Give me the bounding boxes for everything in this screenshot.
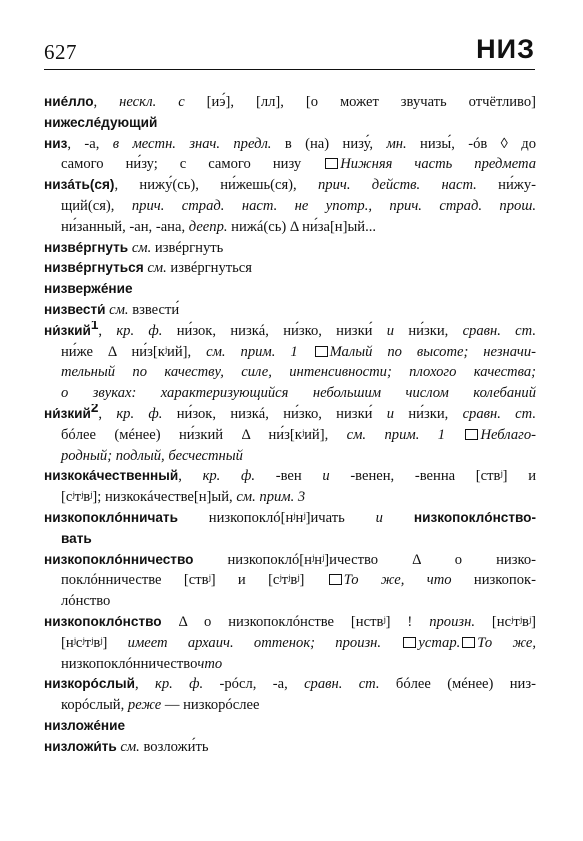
grammar-note: Нижняя часть предмета <box>340 156 536 173</box>
headword: низвéргнуть <box>44 239 129 255</box>
entry-text: , <box>178 468 203 485</box>
definition-square-icon <box>325 158 338 169</box>
entry-text <box>381 635 401 651</box>
definition-square-icon <box>462 637 475 648</box>
grammar-note: см. <box>147 260 167 277</box>
grammar-note: и <box>386 322 395 339</box>
headword: низложи́ть <box>44 738 117 754</box>
entry-text: бóлее (мéнее) низ- <box>379 676 536 693</box>
entry-line <box>44 695 536 716</box>
entry-text: корóслый, <box>61 697 128 714</box>
entry-line <box>44 633 536 654</box>
entry-line <box>44 217 536 238</box>
headword: низвéргнуться <box>44 260 144 276</box>
entry-line <box>44 321 536 342</box>
headword: низкорóслый <box>44 676 136 692</box>
headword: низкопоклóнничать <box>44 509 178 525</box>
entry-line <box>44 716 536 737</box>
entry-line <box>44 508 536 529</box>
entry-text <box>445 427 463 443</box>
entry-text: ни́занный, -ан, -ана, <box>61 218 189 235</box>
grammar-note: прич. страд. наст. не употр., прич. страд. прош. <box>131 197 536 214</box>
headword: низáть(ся) <box>44 177 115 193</box>
entry-text: низкопоклó[нʲнʲ]ичество Δ о низко- <box>193 551 536 568</box>
entry-line <box>44 529 536 550</box>
grammar-note: см. <box>131 239 152 256</box>
grammar-note: Неблаго- <box>480 426 536 443</box>
grammar-note: сравн. ст. <box>462 405 536 422</box>
grammar-note: тельный по качеству, силе, интенсивности; плохого качества; <box>61 364 536 381</box>
entry-line <box>44 300 536 321</box>
entry-text: низкопоклó[нʲнʲ]ичать <box>177 509 376 526</box>
entry-text: самого ни́зу; с самого низу <box>61 156 324 173</box>
entry-line <box>44 92 536 113</box>
grammar-note: сравн. ст. <box>462 322 536 339</box>
entry-text: извéргнуть <box>151 239 224 256</box>
grammar-note: см. прим. 3 <box>236 489 306 506</box>
entry-line <box>44 134 536 155</box>
grammar-note: кр. ф. <box>116 405 163 422</box>
grammar-note: нескл. с <box>119 94 185 110</box>
headword: низ <box>44 135 68 151</box>
entry-text: [иэ́], [лл], [о может звучать отчётливо] <box>184 94 536 110</box>
entry-text: , -а, <box>67 135 113 152</box>
headword: низкопоклóнство- <box>382 509 536 525</box>
grammar-note: о звуках: характеризующийся небольшим числом колебаний <box>61 385 536 402</box>
entry-text: , <box>93 94 120 110</box>
entry-text <box>298 344 313 360</box>
entry-text: извéргнуться <box>166 260 252 277</box>
entry-text: в (на) низу́, <box>271 135 387 152</box>
entry-text: ни́жу- <box>476 177 536 194</box>
entry-line <box>44 654 536 675</box>
headword: низкопоклóнство <box>44 613 162 629</box>
definition-square-icon <box>315 346 328 357</box>
entry-line <box>44 446 536 467</box>
entry-text: бóлее (мéнее) ни́зкий Δ ни́з[кʲий], <box>61 426 347 443</box>
grammar-note: То же, <box>477 634 536 651</box>
entry-line <box>44 425 536 446</box>
entry-text: нижá(сь) Δ ни́за[н]ый... <box>227 218 377 235</box>
headword: низвести́ <box>44 301 106 317</box>
entry-text: -рóсл, -а, <box>203 676 305 693</box>
grammar-note: реже <box>127 697 162 714</box>
grammar-note: см. <box>120 738 140 755</box>
entry-text: -венен, -венна [ствʲ] и <box>329 468 536 485</box>
definition-square-icon <box>403 637 416 648</box>
definition-square-icon <box>329 574 342 585</box>
entry-line <box>44 570 536 591</box>
grammar-note: произн. <box>429 613 475 630</box>
entry-text: — низкорóслее <box>161 697 260 714</box>
grammar-note: прич. действ. наст. <box>317 177 477 194</box>
running-head: НИЗ <box>476 34 535 64</box>
headword: низкопоклóнничество <box>44 551 194 567</box>
grammar-note: и <box>375 509 383 526</box>
header-rule <box>44 69 535 70</box>
entry-line <box>44 113 536 134</box>
headword: ниéлло <box>44 94 94 109</box>
entry-line <box>44 258 536 279</box>
entry-line <box>44 466 536 487</box>
grammar-note: кр. ф. <box>116 322 163 339</box>
entry-line <box>44 612 536 633</box>
grammar-note: в местн. знач. предл. <box>112 135 272 152</box>
grammar-note: деепр. <box>188 218 228 235</box>
entry-text: щий(ся), <box>61 197 132 214</box>
entry-line <box>44 279 536 300</box>
entry-text: -вен <box>255 468 323 485</box>
headword: низвержéние <box>44 281 133 297</box>
headword: ни́зкий <box>44 405 91 421</box>
entry-text: [нсʲтʲвʲ] <box>474 613 536 630</box>
entry-line <box>44 342 536 363</box>
grammar-note: см. прим. 1 <box>346 426 446 443</box>
entry-text: ни́зок, низкá, ни́зко, низки́ <box>162 405 387 422</box>
entry-text: , <box>135 676 156 693</box>
entry-line <box>44 362 536 383</box>
entry-line <box>44 550 536 571</box>
grammar-note: кр. ф. <box>155 676 204 693</box>
dictionary-entries <box>44 92 536 758</box>
grammar-note: мн. <box>386 135 407 152</box>
entry-line <box>44 674 536 695</box>
headword: вать <box>61 530 92 546</box>
homonym-index: 1 <box>90 320 99 332</box>
grammar-note: имеет архаич. оттенок; произн. <box>127 634 382 651</box>
grammar-note: см. <box>109 301 129 318</box>
entry-text: низкопок- <box>451 572 536 589</box>
grammar-note: см. прим. 1 <box>206 343 298 360</box>
entry-line <box>44 383 536 404</box>
entry-line <box>44 737 536 758</box>
entry-text: ни́зок, низкá, ни́зко, низки́ <box>162 322 387 339</box>
entry-line <box>44 487 536 508</box>
homonym-index: 2 <box>90 403 99 416</box>
entry-text: ни́зки, <box>394 405 463 422</box>
entry-text: Δ о низкопоклóнстве [нствʲ] ! <box>161 613 430 630</box>
grammar-note: родный; подлый, бесчестный <box>61 447 243 464</box>
entry-text: ни́же Δ ни́з[кʲий], <box>61 343 207 360</box>
entry-line <box>44 196 536 217</box>
grammar-note: что <box>197 655 223 672</box>
entry-text: , <box>98 322 117 339</box>
headword: ни́зкий <box>44 322 91 338</box>
headword: низложéние <box>44 717 126 733</box>
entry-text: [сʲтʲвʲ]; низкокáчестве[н]ый, <box>61 489 237 506</box>
entry-line <box>44 404 536 425</box>
grammar-note: Малый по высоте; незначи- <box>329 343 536 360</box>
grammar-note: и <box>322 468 330 485</box>
grammar-note: сравн. ст. <box>304 676 380 693</box>
entry-text: лóнство <box>61 593 111 610</box>
grammar-note: То же, что <box>343 572 452 589</box>
entry-text: , нижу́(сь), ни́жешь(ся), <box>114 177 318 194</box>
grammar-note: кр. ф. <box>202 468 256 485</box>
entry-text: [нʲсʲтʲвʲ] <box>61 634 128 651</box>
entry-text: низкопоклóнничество <box>61 655 198 672</box>
page-number: 627 <box>44 40 77 64</box>
grammar-note: устар. <box>418 634 461 651</box>
entry-text: поклóнничестве [ствʲ] и [сʲтʲвʲ] <box>61 572 327 589</box>
headword: нижеслéдующий <box>44 114 158 130</box>
entry-line <box>44 238 536 259</box>
entry-text: взвести́ <box>128 301 180 318</box>
grammar-note: и <box>386 405 395 422</box>
definition-square-icon <box>465 429 478 440</box>
entry-text: , <box>98 405 117 422</box>
entry-line <box>44 154 536 175</box>
headword: низкокáчественный <box>44 468 179 484</box>
entry-line <box>44 591 536 612</box>
entry-line <box>44 175 536 196</box>
entry-text: низы́, -óв ◊ до <box>406 135 536 152</box>
entry-text: ни́зки, <box>394 322 463 339</box>
entry-text: возложи́ть <box>139 738 209 755</box>
